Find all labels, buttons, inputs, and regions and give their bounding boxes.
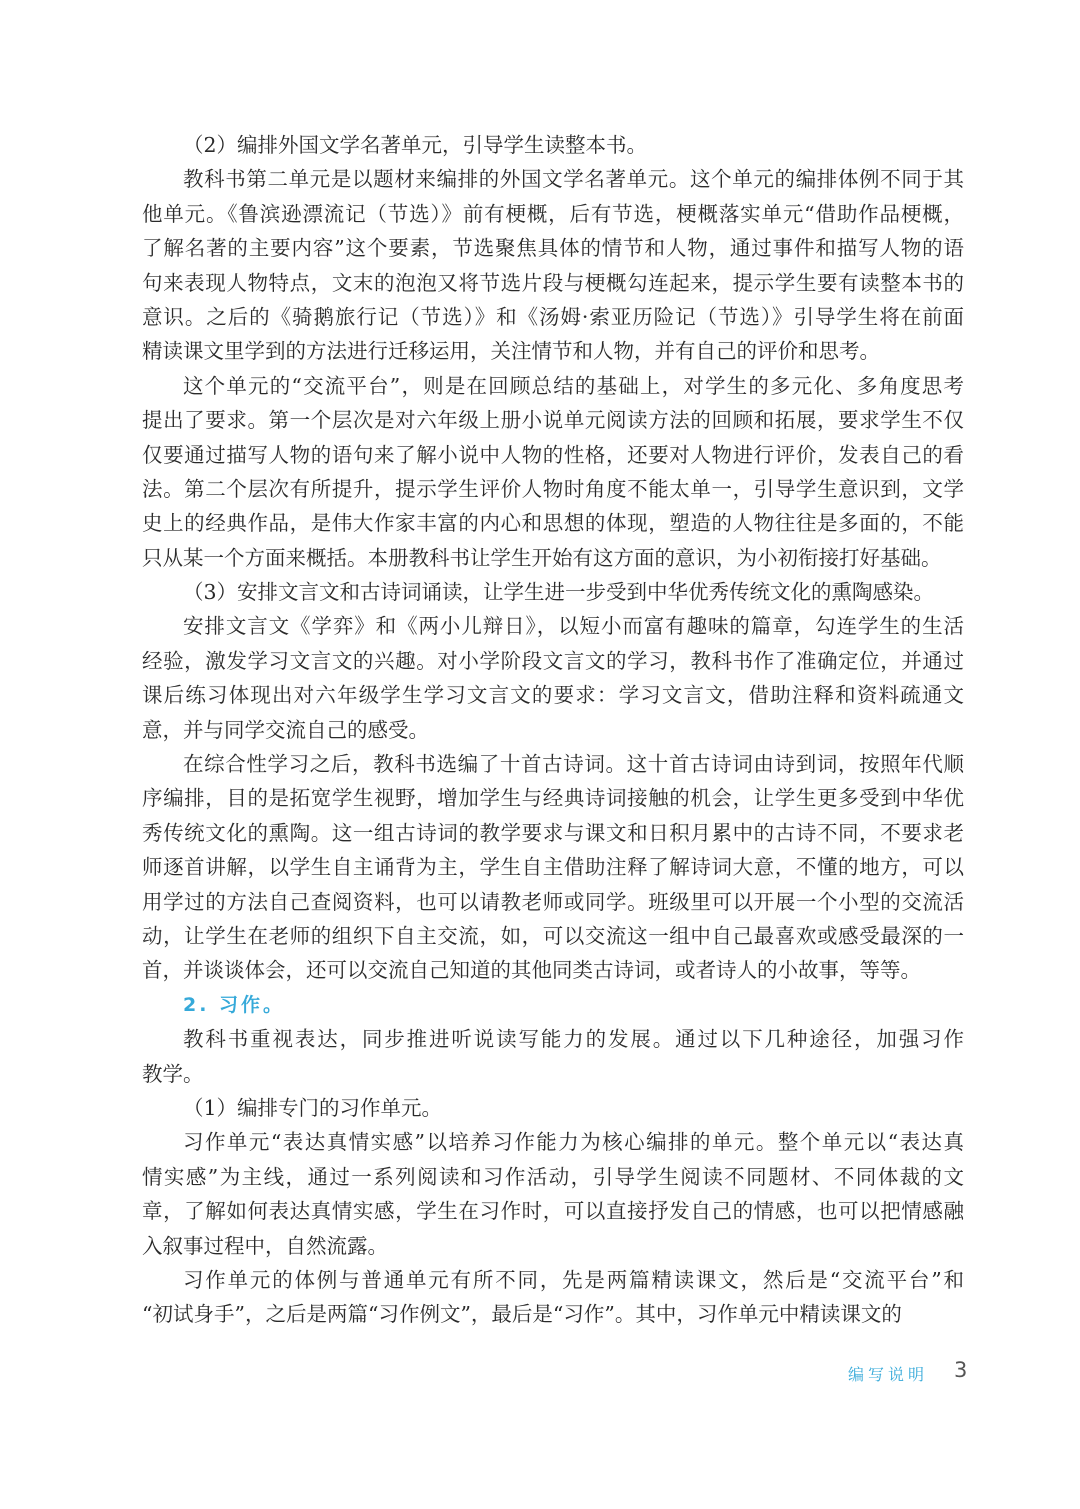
paragraph-line: 法。第二个层次有所提升，提示学生评价人物时角度不能太单一，引导学生意识到，文学 <box>142 476 964 501</box>
paragraph-line: 了解名著的主要内容”这个要素，节选聚焦具体的情节和人物，通过事件和描写人物的语 <box>142 236 964 261</box>
paragraph-line: 他单元。《鲁滨逊漂流记（节选）》前有梗概，后有节选，梗概落实单元“借助作品梗概， <box>142 201 964 226</box>
paragraph-line: 精读课文里学到的方法进行迁移运用，关注情节和人物，并有自己的评价和思考。 <box>142 339 880 364</box>
paragraph-line: 师逐首讲解，以学生自主诵背为主，学生自主借助注释了解诗词大意，不懂的地方，可以 <box>142 855 964 880</box>
section-heading: 2. 习作。 <box>183 993 286 1016</box>
paragraph-first-line: 教科书第二单元是以题材来编排的外国文学名著单元。这个单元的编排体例不同于其 <box>183 167 964 192</box>
paragraph-line: 只从某一个方面来概括。本册教科书让学生开始有这方面的意识，为小初衔接打好基础。 <box>142 545 942 570</box>
paragraph-line: 情实感”为主线，通过一系列阅读和习作活动，引导学生阅读不同题材、不同体裁的文 <box>142 1164 964 1189</box>
paragraph-first-line: （1）编排专门的习作单元。 <box>183 1095 443 1120</box>
paragraph-first-line: 这个单元的“交流平台”，则是在回顾总结的基础上，对学生的多元化、多角度思考 <box>183 373 964 398</box>
paragraph-line: 史上的经典作品，是伟大作家丰富的内心和思想的体现，塑造的人物往往是多面的，不能 <box>142 511 964 536</box>
paragraph-line: 意，并与同学交流自己的感受。 <box>142 717 429 742</box>
paragraph-line: 意识。之后的《骑鹅旅行记（节选）》和《汤姆·索亚历险记（节选）》引导学生将在前面 <box>142 304 964 329</box>
paragraph-first-line: 习作单元“表达真情实感”以培养习作能力为核心编排的单元。整个单元以“表达真 <box>183 1130 964 1155</box>
footer-section-label: 编写说明 <box>848 1365 929 1384</box>
page-number: 3 <box>954 1358 968 1382</box>
paragraph-line: 入叙事过程中，自然流露。 <box>142 1233 388 1258</box>
paragraph-line: 教学。 <box>142 1061 204 1086</box>
document-body <box>142 128 964 1332</box>
paragraph-first-line: 教科书重视表达，同步推进听说读写能力的发展。通过以下几种途径，加强习作 <box>183 1027 964 1052</box>
paragraph-first-line: （2）编排外国文学名著单元，引导学生读整本书。 <box>183 133 648 157</box>
paragraph-line: 仅要通过描写人物的语句来了解小说中人物的性格，还要对人物进行评价，发表自己的看 <box>142 442 964 467</box>
paragraph-line: 动，让学生在老师的组织下自主交流，如，可以交流这一组中自己最喜欢或感受最深的一 <box>142 923 964 948</box>
paragraph-line: 提出了要求。第一个层次是对六年级上册小说单元阅读方法的回顾和拓展，要求学生不仅 <box>142 408 964 433</box>
paragraph-line: 课后练习体现出对六年级学生学习文言文的要求：学习文言文，借助注释和资料疏通文 <box>142 683 964 708</box>
paragraph-line: “初试身手”，之后是两篇“习作例文”，最后是“习作”。其中，习作单元中精读课文的 <box>142 1302 902 1327</box>
paragraph-first-line: 在综合性学习之后，教科书选编了十首古诗词。这十首古诗词由诗到词，按照年代顺 <box>183 752 964 777</box>
paragraph-first-line: （3）安排文言文和古诗词诵读，让学生进一步受到中华优秀传统文化的熏陶感染。 <box>183 580 935 605</box>
paragraph-line: 章，了解如何表达真情实感，学生在习作时，可以直接抒发自己的情感，也可以把情感融 <box>142 1199 964 1224</box>
paragraph-line: 用学过的方法自己查阅资料，也可以请教老师或同学。班级里可以开展一个小型的交流活 <box>142 889 964 914</box>
paragraph-line: 序编排，目的是拓宽学生视野，增加学生与经典诗词接触的机会，让学生更多受到中华优 <box>142 786 964 811</box>
paragraph-line: 秀传统文化的熏陶。这一组古诗词的教学要求与课文和日积月累中的古诗不同，不要求老 <box>142 820 964 845</box>
paragraph-first-line: 习作单元的体例与普通单元有所不同，先是两篇精读课文，然后是“交流平台”和 <box>183 1267 964 1292</box>
paragraph-line: 经验，激发学习文言文的兴趣。对小学阶段文言文的学习，教科书作了准确定位，并通过 <box>142 648 964 673</box>
paragraph-line: 句来表现人物特点，文末的泡泡又将节选片段与梗概勾连起来，提示学生要有读整本书的 <box>142 270 964 295</box>
paragraph-line: 首，并谈谈体会，还可以交流自己知道的其他同类古诗词，或者诗人的小故事，等等。 <box>142 958 921 983</box>
paragraph-first-line: 安排文言文《学弈》和《两小儿辩日》，以短小而富有趣味的篇章，勾连学生的生活 <box>183 614 964 639</box>
